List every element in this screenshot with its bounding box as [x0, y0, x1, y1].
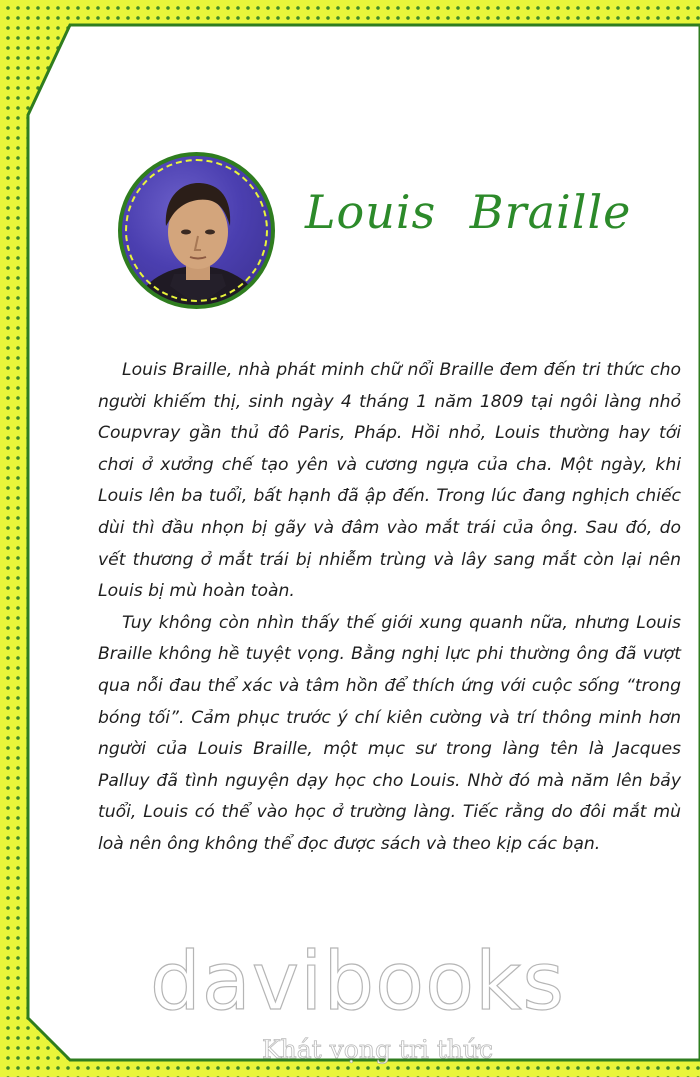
watermark-tagline: Khát vọng tri thức: [262, 1035, 494, 1064]
paragraph: Louis Braille, nhà phát minh chữ nổi Braille đem đến tri thức cho người khiếm thị, sinh ngày 4 tháng 1 năm 1809 tại ngôi làng nhỏ Coupvray gần thủ đô Paris, Pháp. Hồi nhỏ, Louis thường hay tới chơi ở xưởng chế tạo yên và cương ngựa của cha. Một ngày, khi Louis lên ba tuổi, bất hạnh đã ập đến. Trong lúc đang nghịch chiếc dùi thì đầu nhọn bị gãy và đâm vào mắt trái của ông. Sau đó, do vết thương ở mắt trái bị nhiễm trùng và lây sang mắt còn lại nên Louis bị mù hoàn toàn.: [98, 360, 681, 602]
portrait-figure: [122, 156, 271, 305]
page-title: Louis Braille: [305, 185, 632, 239]
article-body: [98, 355, 681, 861]
paragraph: Tuy không còn nhìn thấy thế giới xung quanh nữa, nhưng Louis Braille không hề tuyệt vọng. Bằng nghị lực phi thường ông đã vượt qua nỗi đau thể xác và tâm hồn để thích ứng với cuộc sống “trong bóng tối”. Cảm phục trước ý chí kiên cường và trí thông minh hơn người của Louis Braille, một mục sư trong làng tên là Jacques Palluy đã tình nguyện dạy học cho Louis. Nhờ đó mà năm lên bảy tuổi, Louis có thể vào học ở trường làng. Tiếc rằng do đôi mắt mù loà nên ông không thể đọc được sách và theo kịp các bạn.: [98, 612, 681, 854]
portrait-image: [118, 152, 275, 309]
watermark-brand: davibooks: [150, 935, 566, 1028]
